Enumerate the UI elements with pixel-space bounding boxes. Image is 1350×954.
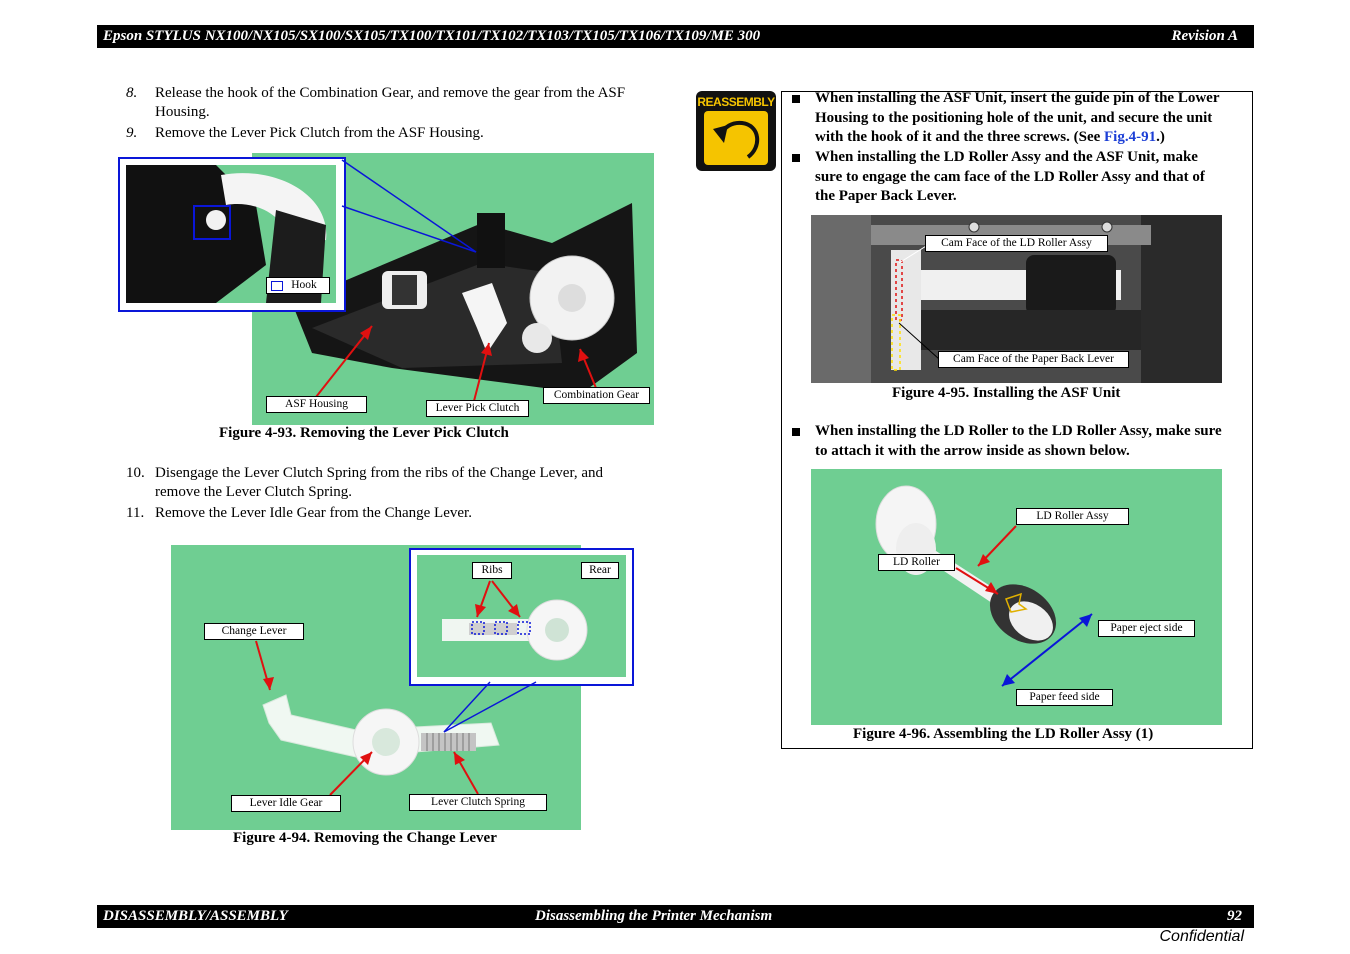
label-combination-gear: Combination Gear — [543, 387, 650, 404]
label-hook: Hook — [266, 277, 330, 294]
bullet-marker — [792, 95, 800, 103]
step-9-text: Remove the Lever Pick Clutch from the ASF Housing. — [155, 125, 484, 141]
page-footer — [97, 905, 1254, 928]
bullet-ld-roller-assy: When installing the LD Roller Assy and the ASF Unit, make sure to engage the cam face of the LD Roller Assy and that of the Paper Back Lever. — [792, 148, 1252, 208]
footer-section: DISASSEMBLY/ASSEMBLY — [103, 908, 288, 924]
label-paper-feed-side: Paper feed side — [1016, 689, 1113, 706]
step-9: 9. Remove the Lever Pick Clutch from the ASF Housing. — [126, 125, 484, 141]
step-11-text: Remove the Lever Idle Gear from the Change Lever. — [155, 505, 472, 521]
reassembly-icon: REASSEMBLY — [696, 91, 776, 171]
footer-subsection: Disassembling the Printer Mechanism — [535, 908, 773, 924]
figure-96-caption: Figure 4-96. Assembling the LD Roller Assy (1) — [853, 726, 1154, 742]
label-lever-idle-gear: Lever Idle Gear — [231, 795, 341, 812]
label-ld-roller-assy: LD Roller Assy — [1016, 508, 1129, 525]
bullet-marker — [792, 154, 800, 162]
bullet-ld-roller: When installing the LD Roller to the LD Roller Assy, make sure to attach it with the arrow inside as shown below. — [792, 422, 1252, 462]
label-lever-clutch-spring: Lever Clutch Spring — [409, 794, 547, 811]
figure-95-caption: Figure 4-95. Installing the ASF Unit — [892, 385, 1121, 401]
label-rear: Rear — [581, 562, 619, 579]
footer-page-number: 92 — [1227, 908, 1242, 924]
header-revision: Revision A — [1171, 28, 1238, 44]
hook-legend-icon — [271, 281, 283, 291]
step-8: 8. Release the hook of the Combination Gear, and remove the gear from the ASF Housing. — [126, 85, 626, 120]
step-10-text: Disengage the Lever Clutch Spring from the ribs of the Change Lever, and remove the Lever Clutch Spring. — [155, 465, 604, 500]
label-asf-housing: ASF Housing — [266, 396, 367, 413]
bullet-marker — [792, 428, 800, 436]
step-8-text: Release the hook of the Combination Gear, and remove the gear from the ASF Housing. — [155, 85, 626, 120]
label-cam-face-paper-back-lever: Cam Face of the Paper Back Lever — [938, 351, 1129, 368]
label-paper-eject-side: Paper eject side — [1098, 620, 1195, 637]
label-cam-face-ld-roller-assy: Cam Face of the LD Roller Assy — [925, 235, 1108, 252]
undo-arrow-icon — [704, 111, 768, 165]
page-header — [97, 25, 1254, 48]
figure-93-caption: Figure 4-93. Removing the Lever Pick Clutch — [219, 425, 509, 441]
step-11: 11. Remove the Lever Idle Gear from the Change Lever. — [126, 505, 472, 521]
footer-confidential: Confidential — [1159, 928, 1244, 945]
figure-94-caption: Figure 4-94. Removing the Change Lever — [233, 830, 497, 846]
header-title: Epson STYLUS NX100/NX105/SX100/SX105/TX100/TX101/TX102/TX103/TX105/TX106/TX109/ME 300 — [103, 28, 761, 44]
hook-highlight — [193, 205, 231, 240]
bullet-asf-unit: When installing the ASF Unit, insert the guide pin of the Lower Housing to the positioning hole of the unit, and secure the unit with the hook of it and the three screws. (See Fig.4-91.) — [792, 89, 1252, 149]
fig-4-91-link[interactable]: Fig.4-91 — [1104, 129, 1157, 145]
label-ribs: Ribs — [472, 562, 512, 579]
label-ld-roller: LD Roller — [878, 554, 955, 571]
step-10: 10. Disengage the Lever Clutch Spring from the ribs of the Change Lever, and remove the Lever Clutch Spring. — [126, 465, 604, 500]
label-lever-pick-clutch: Lever Pick Clutch — [426, 400, 529, 417]
label-change-lever: Change Lever — [204, 623, 304, 640]
